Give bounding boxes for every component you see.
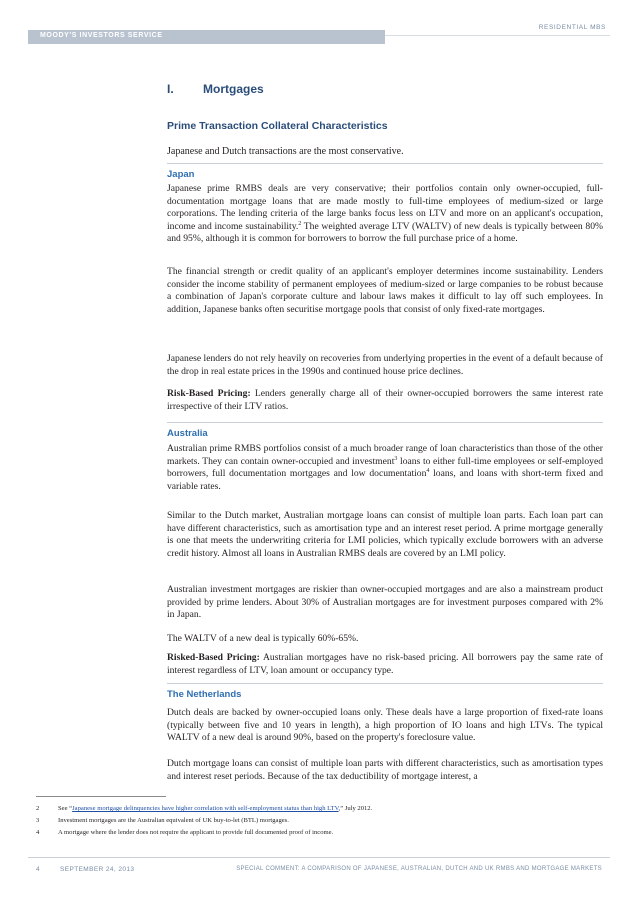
japan-paragraph-1: Japanese prime RMBS deals are very conservative; their portfolios contain only owner-occupied, full-documentation mortgage loans that are made mostly to full-time employees of medium-sized or large corporations. The lending criteria of the large banks focus less on LTV and more on an applicant's occupation, income and income sustainability.$^2$ The weighted average LTV (WALTV) of new deals is typically between 80% and 95%, although it is common for borrowers to borrow the full purchase price of a home. — [167, 183, 603, 245]
footnote-3: 3 Investment mortgages are the Australian equivalent of UK buy-to-let (BTL) mortgages. — [36, 817, 289, 824]
divider — [167, 422, 603, 423]
header-rule — [385, 35, 610, 36]
page-number: 4 — [36, 866, 40, 873]
japan-paragraph-2: The financial strength or credit quality of an applicant's employer determines income sustainability. Lenders consider the income stability of permanent employees of medium-sized or large companies to be robust because a combination of Japan's corporate culture and labour laws makes it difficult to lay off such employees. In addition, Japanese banks often securitise mortgage pools that consist of only fixed-rate mortgages. — [167, 266, 603, 315]
footer-rule — [28, 857, 610, 858]
australia-paragraph-4: The WALTV of a new deal is typically 60%-65%. — [167, 633, 359, 644]
australia-paragraph-3: Australian investment mortgages are riskier than owner-occupied mortgages and are also a mainstream product provided by prime lenders. About 30% of Australian mortgages are for investment purposes compared with 2% in Japan. — [167, 584, 603, 621]
footnote-2: 2 See “Japanese mortgage delinquencies have higher correlation with self-employment status than high LTV,” July 2012. — [36, 805, 373, 812]
subheading: Prime Transaction Collateral Characteristics — [167, 120, 388, 132]
netherlands-paragraph-1: Dutch deals are backed by owner-occupied loans only. These deals have a large proportion of fixed-rate loans (typically between five and 10 years in length), a high proportion of IO loans and high LTVs. The typical WALTV of a new deal is around 90%, based on the property's foreclosure value. — [167, 707, 603, 744]
section-number: I. — [167, 82, 174, 96]
australia-paragraph-1: Australian prime RMBS portfolios consist of a much broader range of loan characteristics than those of the other markets. They can contain owner-occupied and investment$^3$ loans to either full-time employees or self-employed borrowers, full documentation mortgages and low documentation$^4$ loans, and loans with short-term fixed and variable rates. — [167, 443, 604, 492]
australia-paragraph-2: Similar to the Dutch market, Australian mortgage loans can consist of multiple loan parts. Each loan part can have different characteristics, such as amortisation type and an interest reset period. A prime mortgage generally is one that meets the underwriting criteria for LMI policies, which typically exclude borrowers with an adverse credit history. Almost all loans in Australian RMBS deals are covered by an LMI policy. — [167, 510, 603, 559]
region-heading-japan: Japan — [167, 169, 195, 180]
divider — [167, 163, 603, 164]
brand-name: MOODY'S INVESTORS SERVICE — [40, 32, 163, 39]
divider — [167, 683, 603, 684]
netherlands-paragraph-2: Dutch mortgage loans can consist of multiple loan parts with different characteristics, such as amortisation types and interest reset periods. Because of the tax deductibility of mortgage interest, a — [167, 758, 603, 782]
lead-sentence: Japanese and Dutch transactions are the most conservative. — [167, 146, 404, 157]
footnote-link[interactable]: Japanese mortgage delinquencies have higher correlation with self-employment status than high LTV — [72, 805, 339, 812]
footnote-ref-4[interactable]: 4 — [426, 468, 430, 474]
footnote-4: 4 A mortgage where the lender does not require the applicant to provide full documented proof of income. — [36, 829, 334, 836]
footnote-ref-2[interactable]: 2 — [298, 220, 302, 227]
japan-paragraph-4: Risk-Based Pricing: Lenders generally charge all of their owner-occupied borrowers the same interest rate irrespective of their LTV ratios. — [167, 388, 603, 412]
region-heading-netherlands: The Netherlands — [167, 689, 242, 700]
section-title: Mortgages — [203, 82, 264, 96]
region-heading-australia: Australia — [167, 428, 208, 439]
australia-paragraph-5: Risked-Based Pricing: Australian mortgages have no risk-based pricing. All borrowers pay the same rate of interest regardless of LTV, loan amount or occupancy type. — [167, 652, 603, 676]
footnote-rule — [36, 796, 166, 797]
footnote-ref-3[interactable]: 3 — [394, 455, 398, 462]
header-brand-bar — [28, 30, 385, 44]
publication-date: SEPTEMBER 24, 2013 — [60, 866, 135, 873]
japan-paragraph-3: Japanese lenders do not rely heavily on recoveries from underlying properties in the event of a default because of the drop in real estate prices in the 1990s and continued house price declines. — [167, 353, 603, 377]
section-tag: RESIDENTIAL MBS — [538, 24, 606, 31]
report-title: SPECIAL COMMENT: A COMPARISON OF JAPANESE, AUSTRALIAN, DUTCH AND UK RMBS AND MORTGAGE MARKETS — [236, 866, 602, 872]
